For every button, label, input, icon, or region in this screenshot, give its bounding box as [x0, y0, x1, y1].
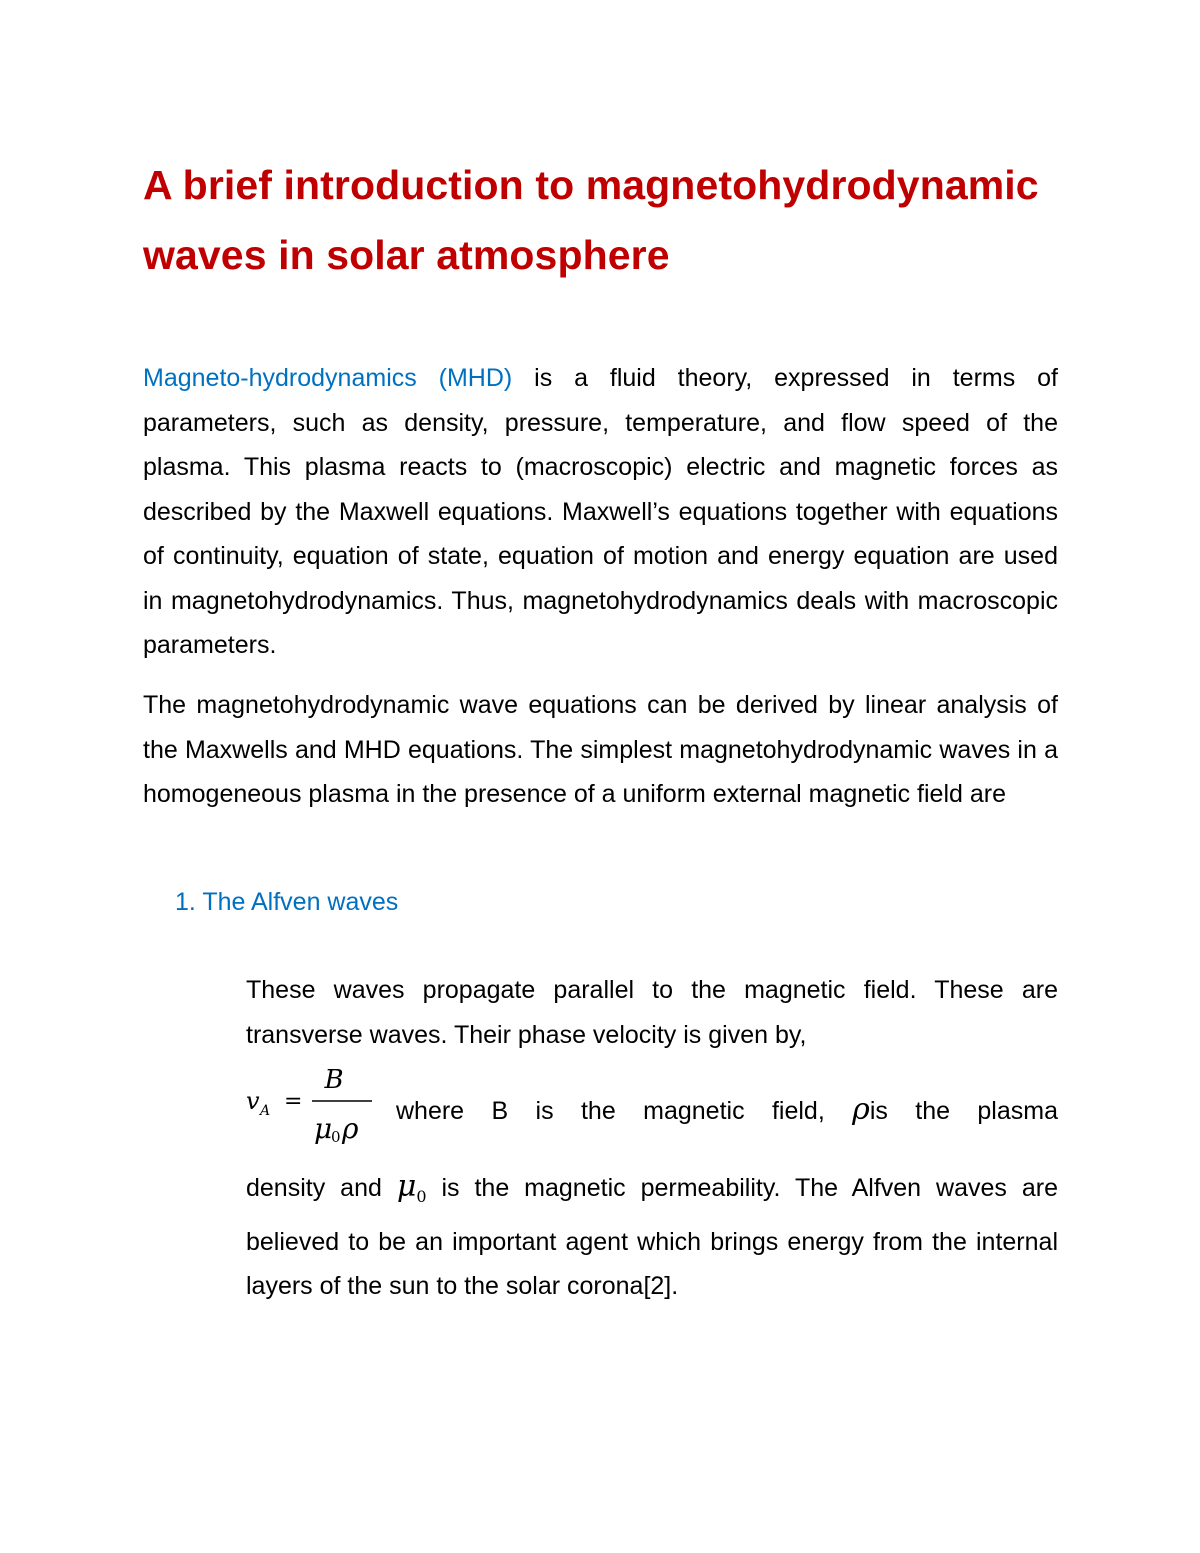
formula-explanation [396, 1090, 1058, 1131]
formula-lhs-var: v [246, 1087, 260, 1115]
mu-subscript: 0 [416, 1187, 427, 1206]
formula-denominator-sub: 0 [331, 1128, 341, 1144]
formula-equals: = [284, 1089, 303, 1114]
formula-numerator: B [324, 1065, 344, 1095]
alfven-closing-text: is the magnetic permeability. The Alfven waves are believed to be an important agent which brings energy from the internal layers of the sun to the solar corona[2]. [246, 1174, 1058, 1300]
alfven-velocity-formula [246, 1058, 386, 1144]
alfven-formula-line [246, 1058, 1058, 1144]
is-plasma-text: is the plasma [869, 1097, 1058, 1125]
document-title: A brief introduction to magnetohydrodynamic waves in solar atmosphere [143, 162, 1039, 278]
paragraph-alfven-density [246, 1165, 1058, 1309]
mhd-definition-text: is a fluid theory, expressed in terms of parameters, such as density, pressure, temperature, and flow speed of the plasma. This plasma reacts to (macroscopic) electric and magnetic forces as described by the Maxwell equations. Maxwell’s equations together with equations of continuity, equation of state, equation of motion and energy equation are used in magnetohydrodynamics. Thus, magnetohydrodynamics deals with macroscopic parameters. [143, 364, 1058, 659]
list-item-alfven-waves: 1. The Alfven waves [175, 888, 399, 916]
mhd-term: Magneto-hydrodynamics (MHD) [143, 364, 513, 392]
paragraph-mhd-definition [143, 356, 1058, 668]
paragraph-alfven-intro: These waves propagate parallel to the magnetic field. These are transverse waves. Their phase velocity is given by, [246, 976, 1058, 1049]
formula-denominator-mu: μ [314, 1112, 333, 1144]
rho-symbol: ρ [852, 1092, 870, 1127]
density-word: density and [246, 1174, 382, 1202]
mu-symbol: μ [396, 1169, 417, 1204]
where-b-text: where B is the magnetic field, [396, 1097, 825, 1125]
formula-lhs-sub: A [260, 1103, 271, 1119]
formula-denominator-rho: ρ [342, 1112, 359, 1144]
paragraph-wave-equations: The magnetohydrodynamic wave equations can be derived by linear analysis of the Maxwells and MHD equations. The simplest magnetohydrodynamic waves in a homogeneous plasma in the presence of a uniform external magnetic field are [143, 691, 1058, 808]
